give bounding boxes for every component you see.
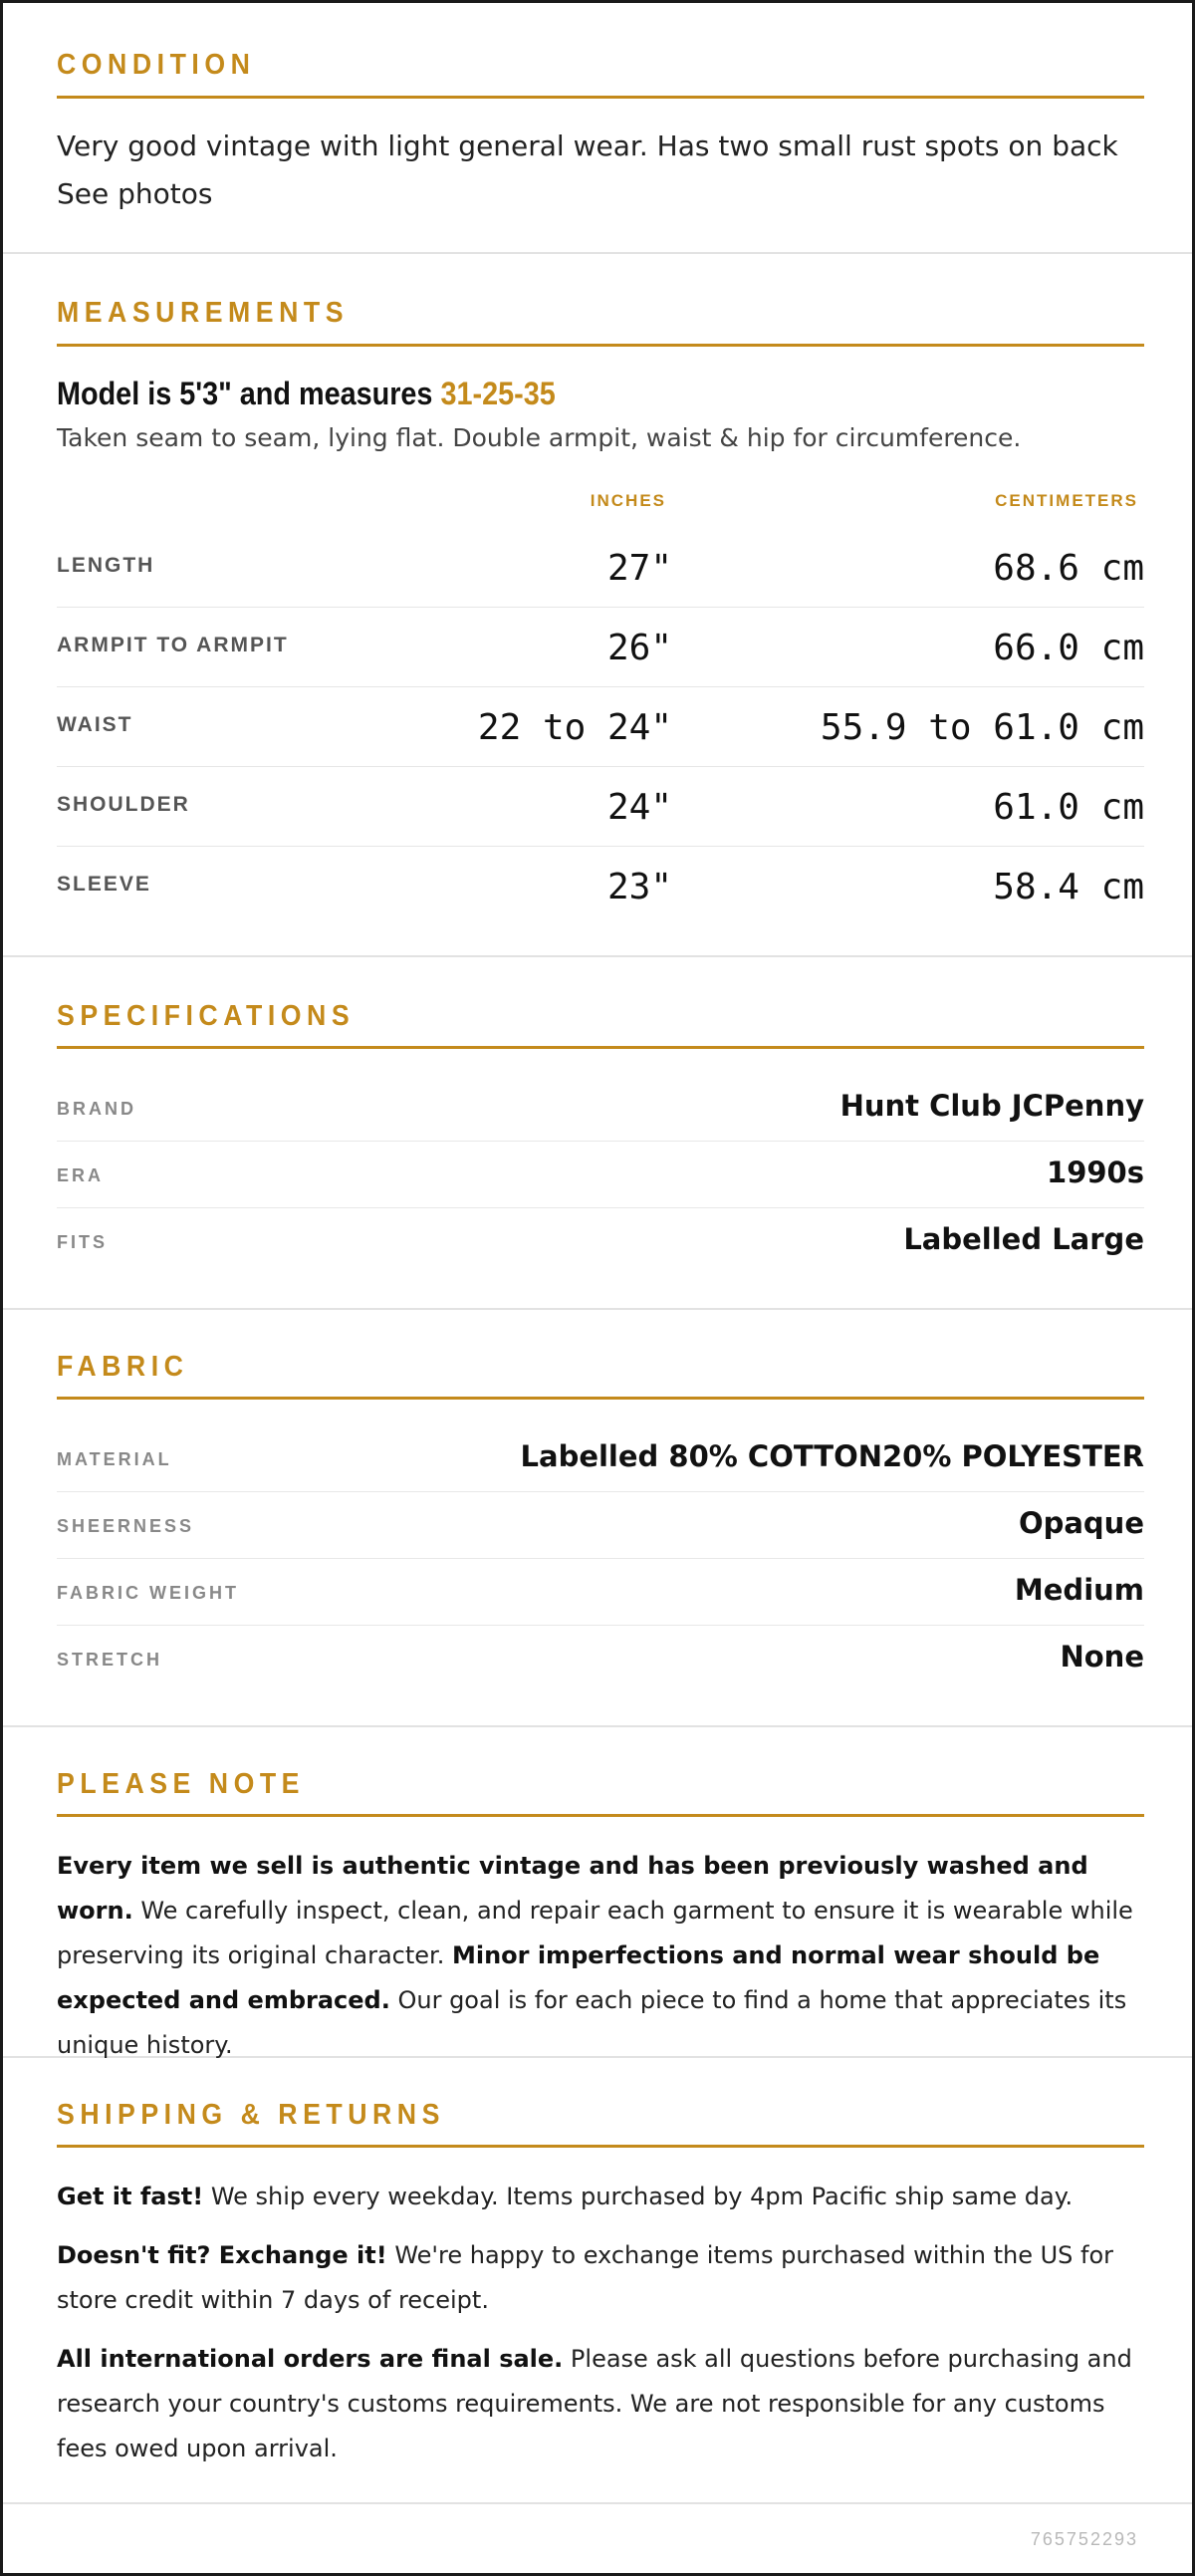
measurement-row-armpit xyxy=(57,608,1144,687)
fabric-row-stretch xyxy=(57,1626,1144,1692)
product-id: 765752293 xyxy=(1030,2529,1138,2549)
measurement-label: SHOULDER xyxy=(57,793,190,816)
condition-section xyxy=(3,3,1192,254)
measurements-divider xyxy=(57,344,1144,347)
shipping-text-1: We ship every weekday. Items purchased by 4pm Pacific ship same day. xyxy=(203,2183,1074,2210)
fabric-value: Labelled 80% COTTON20% POLYESTER xyxy=(520,1439,1144,1473)
column-header-centimeters: CENTIMETERS xyxy=(995,491,1138,510)
fabric-key: MATERIAL xyxy=(57,1449,172,1469)
model-info xyxy=(57,376,556,412)
fabric-title: FABRIC xyxy=(57,1351,189,1383)
measurement-cm: 61.0 cm xyxy=(993,787,1144,828)
fabric-row-sheerness xyxy=(57,1492,1144,1559)
shipping-bold-1: Get it fast! xyxy=(57,2183,204,2210)
please-note-text xyxy=(57,1844,1144,2068)
column-header-inches: INCHES xyxy=(590,491,666,510)
measurement-inches: 27" xyxy=(606,548,672,589)
measurement-label: LENGTH xyxy=(57,554,155,577)
shipping-divider xyxy=(57,2145,1144,2148)
spec-key: FITS xyxy=(57,1232,108,1252)
fabric-row-weight xyxy=(57,1559,1144,1626)
fabric-value: Opaque xyxy=(1018,1506,1144,1540)
measurement-inches: 22 to 24" xyxy=(477,707,672,748)
measurement-row-waist xyxy=(57,687,1144,767)
measurement-row-shoulder xyxy=(57,767,1144,847)
fabric-value: Medium xyxy=(1014,1573,1144,1607)
condition-text: Very good vintage with light general wear. Has two small rust spots on back See photos xyxy=(57,129,1118,210)
measurement-row-sleeve xyxy=(57,847,1144,926)
spec-row-brand xyxy=(57,1075,1144,1142)
measurement-cm: 66.0 cm xyxy=(993,628,1144,668)
note-bold-2: Minor imperfections and normal wear should be expected and embraced. xyxy=(57,1941,1100,2014)
fabric-divider xyxy=(57,1397,1144,1400)
shipping-paragraph-1 xyxy=(57,2175,1144,2219)
measurement-inches: 23" xyxy=(606,867,672,907)
measurement-label: WAIST xyxy=(57,713,133,736)
measurement-row-length xyxy=(57,528,1144,608)
please-note-title: PLEASE NOTE xyxy=(57,1768,306,1800)
shipping-paragraph-3 xyxy=(57,2337,1144,2471)
please-note-divider xyxy=(57,1814,1144,1817)
model-measures: 31-25-35 xyxy=(440,376,556,411)
measurements-title: MEASUREMENTS xyxy=(57,297,350,329)
note-text-1: We carefully inspect, clean, and repair each garment to ensure it is wearable while preserving its original character. xyxy=(57,1897,1133,1969)
shipping-text-2: We're happy to exchange items purchased within the US for store credit within 7 days of receipt. xyxy=(57,2241,1114,2314)
spec-row-era xyxy=(57,1142,1144,1208)
shipping-paragraph-2 xyxy=(57,2233,1144,2323)
fabric-key: STRETCH xyxy=(57,1650,162,1670)
measurement-cm: 68.6 cm xyxy=(993,548,1144,589)
spec-value: Labelled Large xyxy=(903,1222,1144,1256)
measurement-cm: 55.9 to 61.0 cm xyxy=(820,707,1144,748)
shipping-bold-3: All international orders are final sale. xyxy=(57,2345,564,2373)
note-bold-1: Every item we sell is authentic vintage and has been previously washed and worn. xyxy=(57,1852,1088,1925)
measurement-inches: 24" xyxy=(606,787,672,828)
spec-value: Hunt Club JCPenny xyxy=(839,1089,1144,1123)
note-text-2: Our goal is for each piece to find a home that appreciates its unique history. xyxy=(57,1986,1127,2059)
measurements-subtitle: Taken seam to seam, lying flat. Double armpit, waist & hip for circumference. xyxy=(57,423,1022,452)
condition-divider xyxy=(57,96,1144,99)
specifications-title: SPECIFICATIONS xyxy=(57,1000,356,1032)
spec-key: ERA xyxy=(57,1165,105,1185)
spec-key: BRAND xyxy=(57,1099,136,1119)
condition-title: CONDITION xyxy=(57,49,256,81)
measurement-inches: 26" xyxy=(606,628,672,668)
fabric-key: SHEERNESS xyxy=(57,1516,195,1536)
fabric-key: FABRIC WEIGHT xyxy=(57,1583,239,1603)
shipping-text-3: Please ask all questions before purchasing and research your country's customs requirements. We are not responsible for any customs fees owed upon arrival. xyxy=(57,2345,1132,2462)
spec-row-fits xyxy=(57,1208,1144,1275)
shipping-bold-2: Doesn't fit? Exchange it! xyxy=(57,2241,387,2269)
fabric-row-material xyxy=(57,1425,1144,1492)
measurement-label: ARMPIT TO ARMPIT xyxy=(57,634,289,656)
model-info-prefix: Model is 5'3" and measures xyxy=(57,376,441,411)
measurement-label: SLEEVE xyxy=(57,873,151,896)
measurement-cm: 58.4 cm xyxy=(993,867,1144,907)
fabric-value: None xyxy=(1060,1640,1144,1674)
specifications-divider xyxy=(57,1046,1144,1049)
spec-value: 1990s xyxy=(1047,1156,1144,1189)
shipping-title: SHIPPING & RETURNS xyxy=(57,2099,445,2131)
